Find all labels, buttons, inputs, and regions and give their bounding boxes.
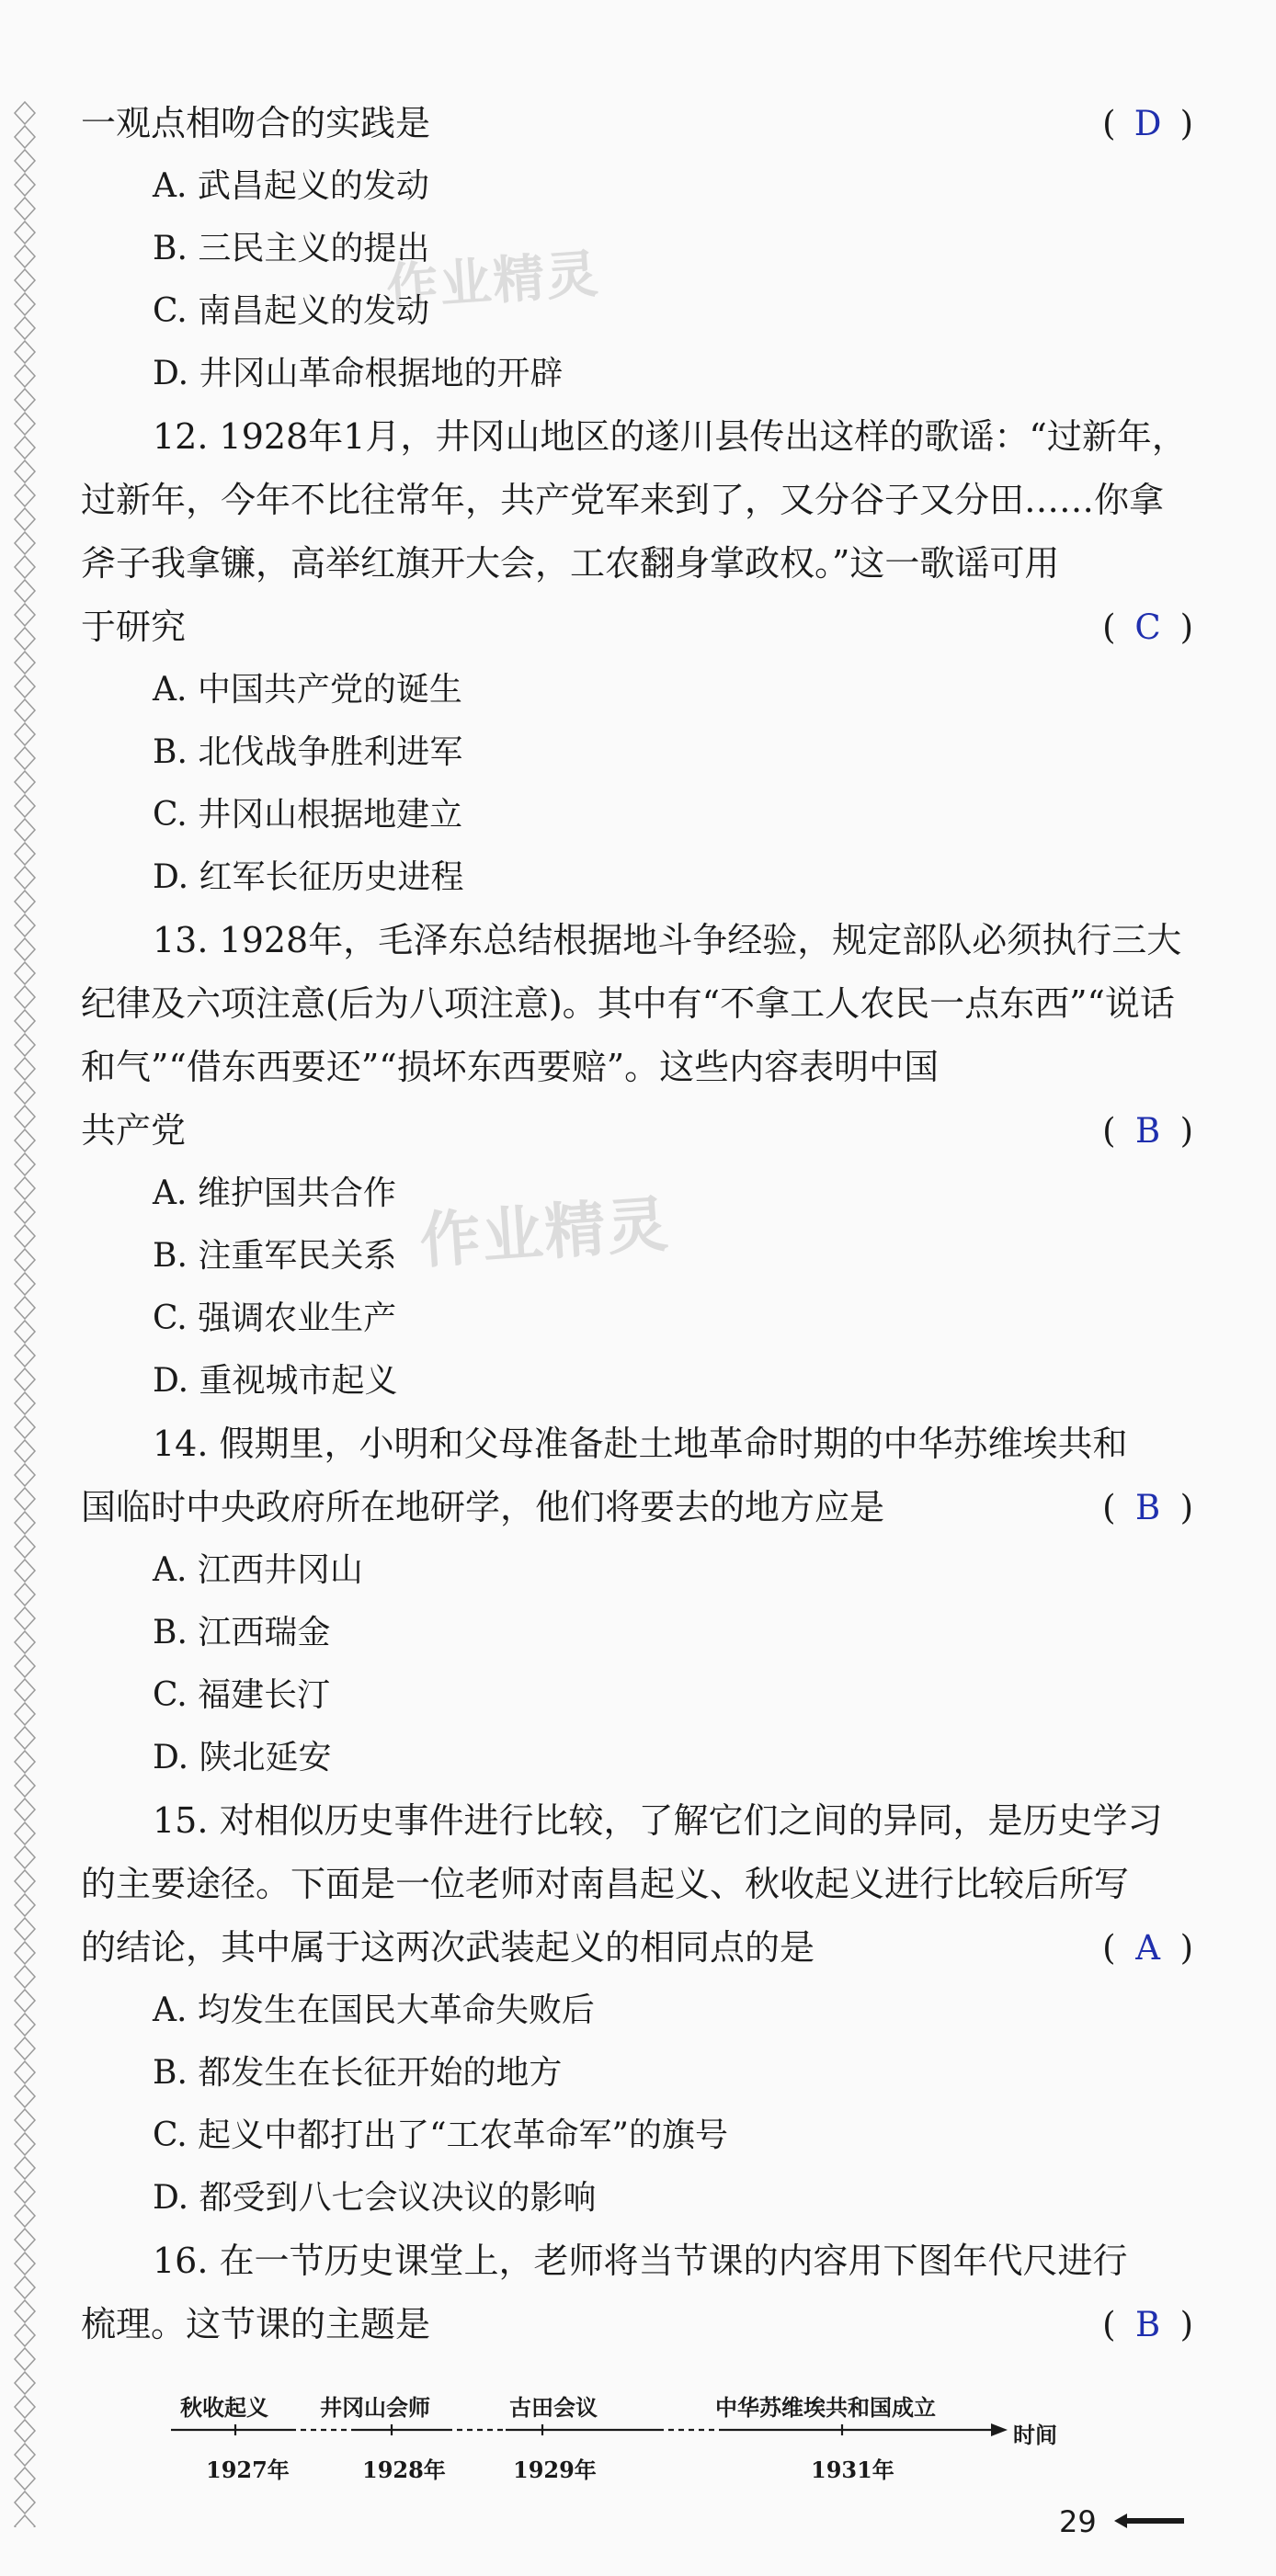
answer-letter: A bbox=[1135, 1928, 1160, 1968]
option-b: B. 江西瑞金 bbox=[153, 1614, 331, 1651]
option-a: A. 武昌起义的发动 bbox=[153, 167, 429, 205]
timeline-event: 秋收起义 bbox=[180, 2395, 268, 2421]
answer-bracket: ( C ) bbox=[1102, 596, 1193, 659]
option-c: C. 南昌起义的发动 bbox=[153, 292, 430, 330]
answer-bracket: ( B ) bbox=[1102, 1099, 1193, 1163]
answer-bracket: ( B ) bbox=[1102, 1476, 1193, 1539]
timeline-axis bbox=[164, 2417, 1028, 2445]
option-c: C. 强调农业生产 bbox=[153, 1299, 397, 1337]
option-a: A. 中国共产党的诞生 bbox=[153, 671, 462, 709]
question-page bbox=[81, 92, 1193, 2356]
option-d: D. 都受到八七会议决议的影响 bbox=[153, 2179, 597, 2217]
answer-letter: C bbox=[1134, 607, 1161, 647]
question-16-stem-end: 梳理。这节课的主题是 ( B ) bbox=[81, 2293, 1193, 2356]
option-b: B. 三民主义的提出 bbox=[153, 230, 430, 267]
option-a: A. 维护国共合作 bbox=[153, 1175, 396, 1212]
option-d: D. 陕北延安 bbox=[153, 1739, 332, 1776]
timeline-year: 1931年 bbox=[811, 2457, 894, 2483]
option-d: D. 重视城市起义 bbox=[153, 1362, 398, 1400]
option-a: A. 均发生在国民大革命失败后 bbox=[153, 1992, 595, 2029]
binding-chain-decoration bbox=[13, 101, 37, 2527]
answer-letter: B bbox=[1134, 2305, 1161, 2344]
option-d: D. 红军长征历史进程 bbox=[153, 858, 464, 896]
answer-letter: B bbox=[1134, 1488, 1161, 1527]
timeline-event: 中华苏维埃共和国成立 bbox=[715, 2395, 936, 2421]
timeline-year: 1929年 bbox=[513, 2457, 597, 2483]
question-12-stem: 12. 1928年1月，井冈山地区的遂川县传出这样的歌谣：“过新年，过新年，今年不比往常年，共产党军来到了，又分谷子又分田……你拿斧子我拿镰，高举红旗开大会，工农翻身掌政权。”这一歌谣可用 bbox=[81, 416, 1187, 584]
question-11-stem-end: 一观点相吻合的实践是 ( D ) bbox=[81, 92, 1193, 155]
timeline-event: 井冈山会师 bbox=[320, 2395, 430, 2421]
timeline-event: 古田会议 bbox=[509, 2395, 598, 2421]
arrow-left-icon bbox=[1114, 2511, 1184, 2531]
page-number: 29 bbox=[1059, 2504, 1097, 2539]
option-a: A. 江西井冈山 bbox=[153, 1551, 363, 1589]
answer-bracket: ( B ) bbox=[1102, 2293, 1193, 2356]
question-14-stem: 14. 假期里，小明和父母准备赴土地革命时期的中华苏维埃共和 bbox=[153, 1424, 1128, 1464]
watermark: 作业精灵 bbox=[417, 1188, 672, 1277]
watermark: 作业精灵 bbox=[384, 244, 602, 320]
option-b: B. 注重军民关系 bbox=[153, 1237, 397, 1275]
option-c: C. 福建长汀 bbox=[153, 1676, 331, 1714]
timeline-figure bbox=[164, 2389, 1083, 2500]
answer-letter: B bbox=[1134, 1111, 1161, 1151]
question-14-stem-end: 国临时中央政府所在地研学，他们将要去的地方应是 ( B ) bbox=[81, 1476, 1193, 1539]
option-b: B. 北伐战争胜利进军 bbox=[153, 733, 463, 771]
option-d: D. 井冈山革命根据地的开辟 bbox=[153, 355, 564, 392]
option-b: B. 都发生在长征开始的地方 bbox=[153, 2054, 563, 2092]
option-c: C. 起义中都打出了“工农革命军”的旗号 bbox=[153, 2116, 728, 2154]
question-15-stem: 15. 对相似历史事件进行比较，了解它们之间的异同，是历史学习的主要途径。下面是一位老师对南昌起义、秋收起义进行比较后所写 bbox=[81, 1800, 1163, 1904]
answer-bracket: ( A ) bbox=[1102, 1916, 1193, 1980]
timeline-axis-label: 时间 bbox=[1013, 2423, 1057, 2448]
timeline-year: 1927年 bbox=[206, 2457, 290, 2483]
question-13-stem-end: 共产党 ( B ) bbox=[81, 1099, 1193, 1163]
timeline-year: 1928年 bbox=[362, 2457, 446, 2483]
question-15-stem-end: 的结论，其中属于这两次武装起义的相同点的是 ( A ) bbox=[81, 1916, 1193, 1980]
question-16-stem: 16. 在一节历史课堂上，老师将当节课的内容用下图年代尺进行 bbox=[153, 2241, 1128, 2281]
option-c: C. 井冈山根据地建立 bbox=[153, 796, 463, 834]
answer-letter: D bbox=[1134, 104, 1162, 143]
question-13-stem: 13. 1928年，毛泽东总结根据地斗争经验，规定部队必须执行三大纪律及六项注意(后为八项注意)。其中有“不拿工人农民一点东西”“说话和气”“借东西要还”“损坏东西要赔”。这些内容表明中国 bbox=[81, 920, 1182, 1087]
question-12-stem-end: 于研究 ( C ) bbox=[81, 596, 1193, 659]
answer-bracket: ( D ) bbox=[1102, 92, 1193, 155]
